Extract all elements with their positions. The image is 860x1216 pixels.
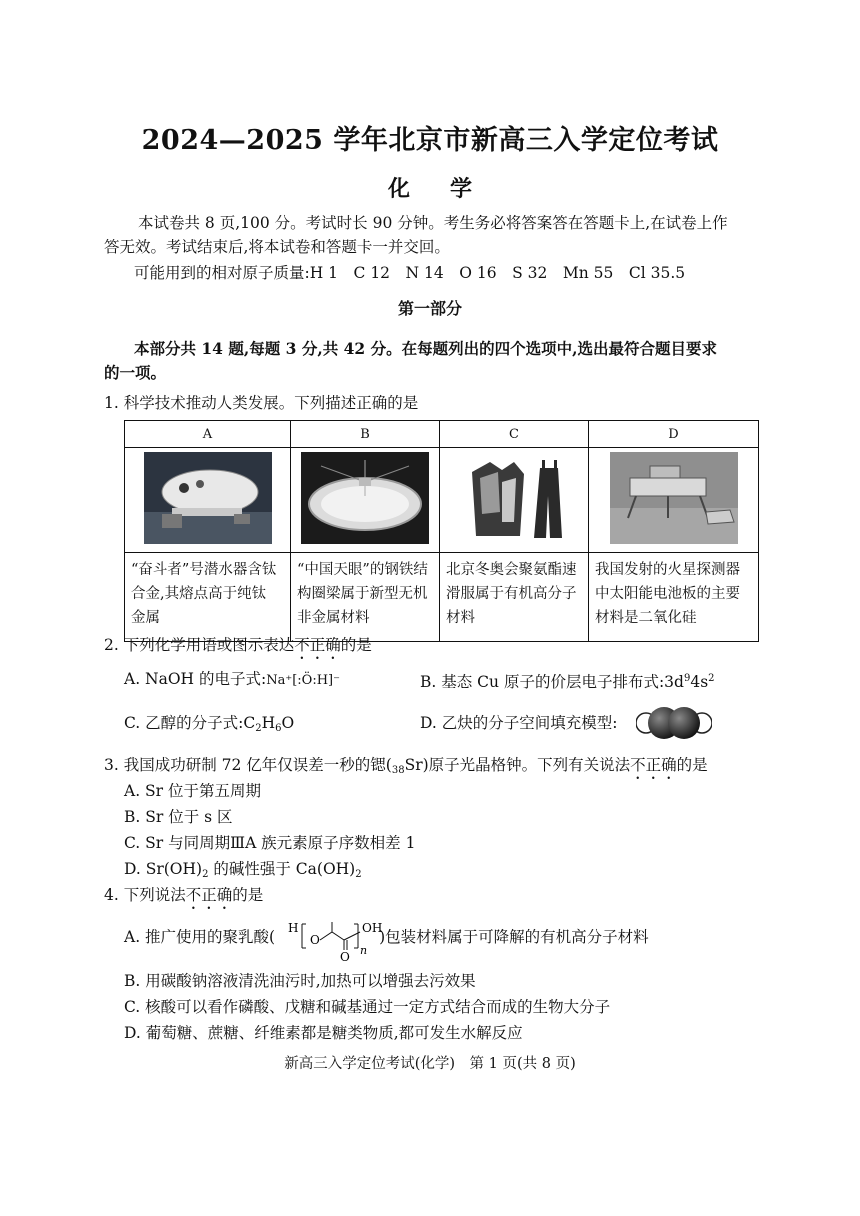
- q4-option-a: A. 推广使用的聚乳酸( )包装材料属于可降解的有机高分子材料: [124, 928, 649, 946]
- q2-option-c: C. 乙醇的分子式$:C_2H_6O$: [124, 714, 295, 734]
- part1-instruction-line-1: 本部分共 14 题,每题 3 分,共 42 分。在每题列出的四个选项中,选出最符合题目要求: [134, 339, 717, 358]
- intro-line-2: 答无效。考试结束后,将本试卷和答题卡一并交回。: [104, 238, 450, 256]
- part1-instruction-line-2: 的一项。: [104, 363, 167, 382]
- subject-title: 化学: [387, 176, 512, 202]
- page-footer: 新高三入学定位考试(化学) 第 1 页(共 8 页): [284, 1056, 576, 1072]
- q3-stem: 3. 我国成功研制 72 亿年仅误差一秒的锶$(_{38}Sr)$原子光晶格钟。下列有关说法不正确的是: [104, 756, 708, 776]
- acetylene-space-filling-model: [636, 705, 712, 741]
- q1-option-d-desc: 我国发射的火星探测器 中太阳能电池板的主要 材料是二氧化硅: [589, 553, 759, 642]
- exam-title: 2024—2025 学年北京市新高三入学定位考试: [141, 125, 719, 156]
- q1-options-table: [124, 420, 759, 642]
- polylactic-acid-structure: [286, 914, 392, 962]
- q1-col-b-label: B: [291, 421, 440, 448]
- q4-option-c: C. 核酸可以看作磷酸、戊糖和碱基通过一定方式结合而成的生物大分子: [124, 998, 611, 1016]
- q1-col-d-label: D: [589, 421, 759, 448]
- q2-option-b: B. 基态 Cu 原子的价层电子排布式$:3d^94s^2$: [420, 673, 715, 691]
- structure-o-label: O: [310, 933, 320, 947]
- q2-stem: 2. 下列化学用语或图示表达不正确的是: [104, 636, 372, 654]
- q1-col-c-label: C: [440, 421, 589, 448]
- q1-option-b-desc: “中国天眼”的钢铁结 构圈梁属于新型无机 非金属材料: [291, 553, 440, 642]
- q1-col-a-label: A: [125, 421, 291, 448]
- fast-telescope-photo: [301, 452, 429, 544]
- intro-line-1: 本试卷共 8 页,100 分。考试时长 90 分钟。考生务必将答案答在答题卡上,在试卷上作: [138, 214, 728, 232]
- q1-option-a-desc: “奋斗者”号潜水器含钛 合金,其熔点高于纯钛 金属: [125, 553, 291, 642]
- naoh-electron-formula: Na⁺[:Ö:H]⁻: [266, 673, 340, 688]
- q1-option-c-desc: 北京冬奥会聚氨酯速 滑服属于有机高分子 材料: [440, 553, 589, 642]
- q3-option-b: B. Sr 位于 s 区: [124, 808, 233, 826]
- structure-n-label: n: [360, 944, 368, 957]
- q4-stem: 4. 下列说法不正确的是: [104, 886, 264, 904]
- structure-carbonyl-o-label: O: [340, 950, 350, 962]
- q3-option-a: A. Sr 位于第五周期: [124, 782, 262, 800]
- part1-heading: 第一部分: [397, 299, 462, 318]
- q3-option-c: C. Sr 与同周期ⅢA 族元素原子序数相差 1: [124, 834, 416, 852]
- q2-option-d: D. 乙炔的分子空间填充模型:: [420, 714, 618, 732]
- q4-option-b: B. 用碳酸钠溶液清洗油污时,加热可以增强去污效果: [124, 972, 476, 990]
- q3-option-d: D. $Sr(OH)_2$ 的碱性强于 $Ca(OH)_2$: [124, 860, 362, 880]
- q1-stem: 1. 科学技术推动人类发展。下列描述正确的是: [104, 394, 419, 412]
- mars-lander-photo: [610, 452, 738, 544]
- structure-oh-label: OH: [362, 921, 383, 935]
- atomic-mass-line: 可能用到的相对原子质量:H 1 C 12 N 14 O 16 S 32 Mn 55 Cl 35.5: [134, 264, 686, 282]
- ski-suit-photo: [450, 452, 578, 544]
- q2-option-a: A. NaOH 的电子式:Na⁺[:Ö:H]⁻: [124, 670, 340, 688]
- submersible-photo: [144, 452, 272, 544]
- q4-option-d: D. 葡萄糖、蔗糖、纤维素都是糖类物质,都可发生水解反应: [124, 1024, 523, 1042]
- structure-h-label: H: [288, 921, 299, 935]
